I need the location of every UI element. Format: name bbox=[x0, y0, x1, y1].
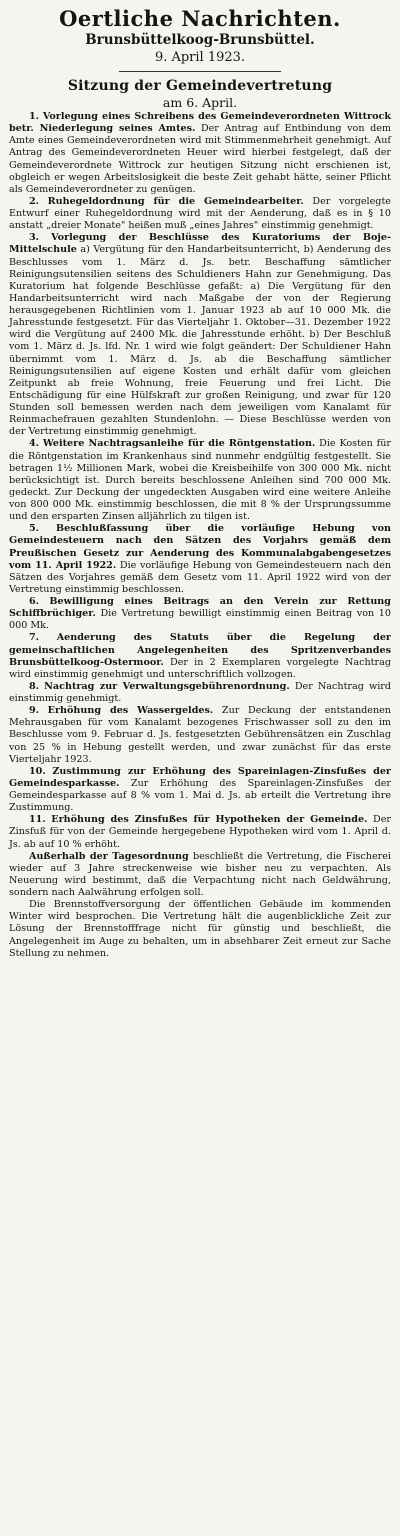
item-number: 10. bbox=[29, 765, 46, 777]
agenda-item bbox=[9, 705, 391, 766]
closing-text: beschließt die Vertretung, die Fischerei wieder auf 3 Jahre streckenweise wie bisher neu zu verpachten. Als Neuerung wird bestimmt, daß die Verpachtung nicht nach Geldwährung, sondern nach Aalwährung erfolgen soll. bbox=[9, 850, 391, 898]
item-heading: Weitere Nachtragsanleihe für die Röntgenstation. bbox=[42, 438, 316, 450]
item-number: 7. bbox=[29, 632, 40, 644]
item-text: Der in 2 Exemplaren vorgelegte Nachtrag wird einstimmig genehmigt und unterschriftlich vollzogen. bbox=[9, 656, 391, 680]
item-text: Der vorgelegte Entwurf einer Ruhegeldordnung wird mit der Aenderung, daß es in § 10 anstatt „dreier Monate" heißen muß „eines Jahres" einstimmig genehmigt. bbox=[9, 195, 391, 232]
closing-heading: Außerhalb der Tagesordnung bbox=[29, 850, 189, 862]
article-date: am 6. April. bbox=[162, 95, 238, 110]
item-heading: Ruhegeldordnung für die Gemeindearbeiter. bbox=[47, 195, 304, 207]
article-body bbox=[9, 111, 391, 960]
item-heading: Zustimmung zur Erhöhung des Spareinlagen-Zinsfußes der Gemeindesparkasse. bbox=[9, 765, 391, 789]
item-number: 3. bbox=[29, 232, 40, 244]
item-text: Der Zinsfuß für von der Gemeinde hergegebene Hypotheken wird vom 1. April d. Js. ab auf 10 % erhöht. bbox=[9, 814, 391, 850]
article-title: Sitzung der Gemeindevertretung bbox=[67, 78, 333, 94]
item-heading: Aenderung des Statuts über die Regelung der gemeinschaftlichen Angelegenheiten des Spritzenverbandes Brunsbüttelkoog-Ostermoor. bbox=[9, 632, 391, 668]
agenda-item bbox=[9, 596, 391, 632]
item-heading: Vorlegung der Beschlüsse des Kuratoriums der Boje-Mittelschule bbox=[9, 232, 391, 256]
agenda-item bbox=[9, 196, 391, 232]
item-text: Der Antrag auf Entbindung von dem Amte eines Gemeindeverordneten wird mit Stimmenmehrheit genehmigt. Auf Antrag des Gemeindeverordneten Heuer wird hierbei festgelegt, daß der Gemeindeverordnete Wittrock zur heutigen Sitzung nicht erschienen ist, obgleich er wegen Arbeitslosigkeit die beste Zeit gehabt hätte, seiner Pflicht als Gemeindeverordneter zu genügen. bbox=[9, 123, 391, 195]
item-heading: Erhöhung des Wassergeldes. bbox=[47, 705, 214, 717]
item-text: Zur Erhöhung des Spareinlagen-Zinsfußes der Gemeindesparkasse auf 8 % vom 1. Mai d. Js. ab erteilt die Vertretung ihre Zustimmung. bbox=[9, 777, 391, 814]
item-heading: Erhöhung des Zinsfußes für Hypotheken der Gemeinde. bbox=[51, 814, 368, 826]
item-number: 2. bbox=[29, 195, 40, 207]
item-text: Die Vertretung bewilligt einstimmig einen Beitrag von 10 000 Mk. bbox=[9, 608, 391, 632]
closing-paragraph bbox=[9, 851, 391, 900]
closing-paragraph bbox=[9, 899, 391, 960]
item-heading: Beschlußfassung über die vorläufige Hebung von Gemeindesteuern nach den Sätzen des Vorjahrs gemäß dem Preußischen Gesetz zur Aenderung des Kommunalabgabengesetzes vom 11. April 1922. bbox=[9, 523, 391, 571]
item-number: 5. bbox=[29, 523, 40, 535]
item-text: Der Nachtrag wird einstimmig genehmigt. bbox=[9, 680, 391, 704]
divider bbox=[119, 71, 281, 72]
section-title: Oertliche Nachrichten. bbox=[59, 6, 341, 31]
agenda-item bbox=[9, 632, 391, 681]
item-number: 4. bbox=[29, 438, 40, 450]
agenda-item bbox=[9, 232, 391, 438]
item-text: Die Kosten für die Röntgenstation im Krankenhaus sind nunmehr endgültig festgestellt. Sie betragen 1½ Millionen Mark, wobei die Kreisbeihilfe von 300 000 Mk. nicht berücksichtigt ist. Durch bereits beschlossene Anleihen sind 700 000 Mk. gedeckt. Zur Deckung der ungedeckten Ausgaben wird eine weitere Anleihe von 800 000 Mk. einstimmig beschlossen, die mit 8 % der Ursprungssumme und den ersparten Zinsen alljährlich zu tilgen ist. bbox=[9, 438, 391, 523]
agenda-item bbox=[9, 523, 391, 596]
agenda-item bbox=[9, 438, 391, 523]
item-number: 11. bbox=[29, 814, 46, 826]
masthead bbox=[9, 6, 391, 66]
item-text: Zur Deckung der entstandenen Mehrausgaben für vom Kanalamt bezogenes Frischwasser soll zu den im Beschlusse vom 9. Februar d. Js. festgesetzten Gebührensätzen ein Zuschlag von 25 % in Hebung gestellt werden, und zwar zunächst für das erste Vierteljahr 1923. bbox=[9, 705, 391, 765]
closing-text: Die Brennstoffversorgung der öffentlichen Gebäude im kommenden Winter wird besprochen. Die Vertretung hält die augenblickliche Zeit zur Lösung der Brennstofffrage nicht für günstig und beschließt, die Angelegenheit im Auge zu behalten, um in absehbarer Zeit erneut zur Sache Stellung zu nehmen. bbox=[9, 899, 391, 959]
agenda-item bbox=[9, 814, 391, 850]
item-number: 8. bbox=[29, 680, 40, 692]
item-text: a) Vergütung für den Handarbeitsunterricht, b) Aenderung des Beschlusses vom 1. März d. Js. betr. Beschaffung sämtlicher Reinigungsutensilien seitens des Schuldieners Hahn zur Genehmigung. Das Kuratorium hat folgende Beschlüsse gefaßt: a) Die Vergütung für den Handarbeitsunterricht wird nach Maßgabe der von der Regierung herausgegebenen Richtlinien vom 1. Januar 1923 ab auf 10 000 Mk. die Jahresstunde festgesetzt. Für das Vierteljahr 1. Oktober—31. Dezember 1922 wird die Vergütung auf 2400 Mk. die Jahresstunde erhöht. b) Der Beschluß vom 1. März d. Js. lfd. Nr. 1 wird wie folgt geändert: Der Schuldiener Hahn übernimmt vom 1. März d. Js. ab die Beschaffung sämtlicher Reinigungsutensilien auf eigene Kosten und erhält dafür vom gleichen Zeitpunkt ab freie Wohnung, freie Feuerung und frei Licht. Die Entschädigung für eine Hülfskraft zur großen Reinigung, und zwar für 120 Stunden soll bemessen werden nach dem jeweiligen vom Kanalamt für Reinmachefrauen gezahlten Stundenlohn. — Diese Beschlüsse werden von der Vertretung einstimmig genehmigt. bbox=[9, 244, 391, 438]
agenda-item bbox=[9, 111, 391, 196]
item-heading: Bewilligung eines Beitrags an den Verein zur Rettung Schiffbrüchiger. bbox=[9, 596, 391, 620]
item-text: Die vorläufige Hebung von Gemeindesteuern nach den Sätzen des Vorjahres gemäß dem Gesetz vom 11. April 1922 wird von der Vertretung einstimmig beschlossen. bbox=[9, 559, 391, 595]
item-heading: Vorlegung eines Schreibens des Gemeindeverordneten Wittrock betr. Niederlegung seines Amtes. bbox=[9, 111, 392, 135]
item-number: 6. bbox=[29, 596, 40, 607]
item-heading: Nachtrag zur Verwaltungsgebührenordnung. bbox=[44, 680, 290, 692]
item-number: 9. bbox=[29, 705, 40, 717]
dateline-place: Brunsbüttelkoog-Brunsbüttel. bbox=[85, 32, 315, 48]
agenda-item bbox=[9, 681, 391, 705]
agenda-item bbox=[9, 766, 391, 815]
dateline-date: 9. April 1923. bbox=[154, 50, 246, 65]
item-number: 1. bbox=[29, 111, 40, 122]
